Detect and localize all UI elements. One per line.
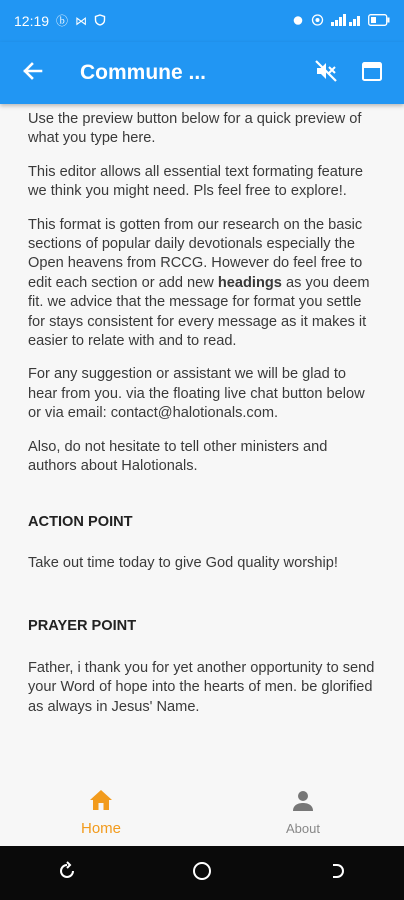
b-icon: ⓑ [56,14,69,28]
home-icon [89,789,113,816]
mute-button[interactable] [306,53,346,93]
person-icon [292,790,314,817]
paragraph-format-info [28,216,378,352]
mail-icon: ⋈ [75,14,88,28]
circle-home-icon [191,860,213,887]
prayer-point-heading: PRAYER POINT [28,618,137,635]
arrow-back-icon [21,60,43,87]
back-system-button[interactable] [317,853,357,893]
paragraph-preview-info: Use the preview button below for a quick preview of what you type here. [28,111,362,147]
format-info-text: This format is gotten from our research on the basic sections of popular daily devotionals especially the Open heavens from RCCG. However do feel free to edit each section or add new [28,216,363,291]
nav-home[interactable] [0,780,202,846]
recents-button[interactable] [47,853,87,893]
signal-icon [331,14,361,28]
back-button[interactable] [12,53,52,93]
wifi-icon [311,14,324,28]
battery-icon [368,14,390,28]
recents-icon [57,861,77,886]
app-bar [0,42,404,104]
paragraph-share-info: Also, do not hesitate to tell other ministers and authors about Halotionals. [28,438,328,475]
paragraph-editor-info: This editor allows all essential text formating feature we think you might need. Pls feel free to explore!. [28,163,364,200]
nav-about-label: About [286,821,320,836]
volume-off-icon [314,59,338,88]
page-title: Commune ... [80,61,207,84]
prayer-point-text: Father, i thank you for yet another opportunity to send your Word of hope into the hearts of men. be glorified as always in Jesus' Name. [28,659,375,715]
shield-icon [94,14,106,28]
calendar-button[interactable] [352,53,392,93]
paragraph-contact-info: For any suggestion or assistant we will be glad to hear from you. via the floating live chat button below or via email: contact@halotionals.com. [28,366,365,422]
status-time: 12:19 [14,13,50,29]
devotional-editor-content[interactable] [0,104,404,780]
alarm-icon [292,14,304,28]
nav-about[interactable] [202,780,404,846]
system-navigation-bar [0,846,404,900]
back-curve-icon [327,861,347,886]
action-point-heading: ACTION POINT [28,513,133,530]
home-system-button[interactable] [182,853,222,893]
bottom-navigation [0,780,404,846]
nav-home-label: Home [80,820,121,837]
calendar-icon [360,59,384,88]
format-info-rest: as you deem fit. we advice that the message for format you settle for stays consistent for every message as it makes it easier to relate with and to read. [28,274,370,350]
action-point-text: Take out time today to give God quality worship! [28,554,338,571]
status-bar [0,0,404,42]
headings-bold-text: headings [217,274,282,291]
